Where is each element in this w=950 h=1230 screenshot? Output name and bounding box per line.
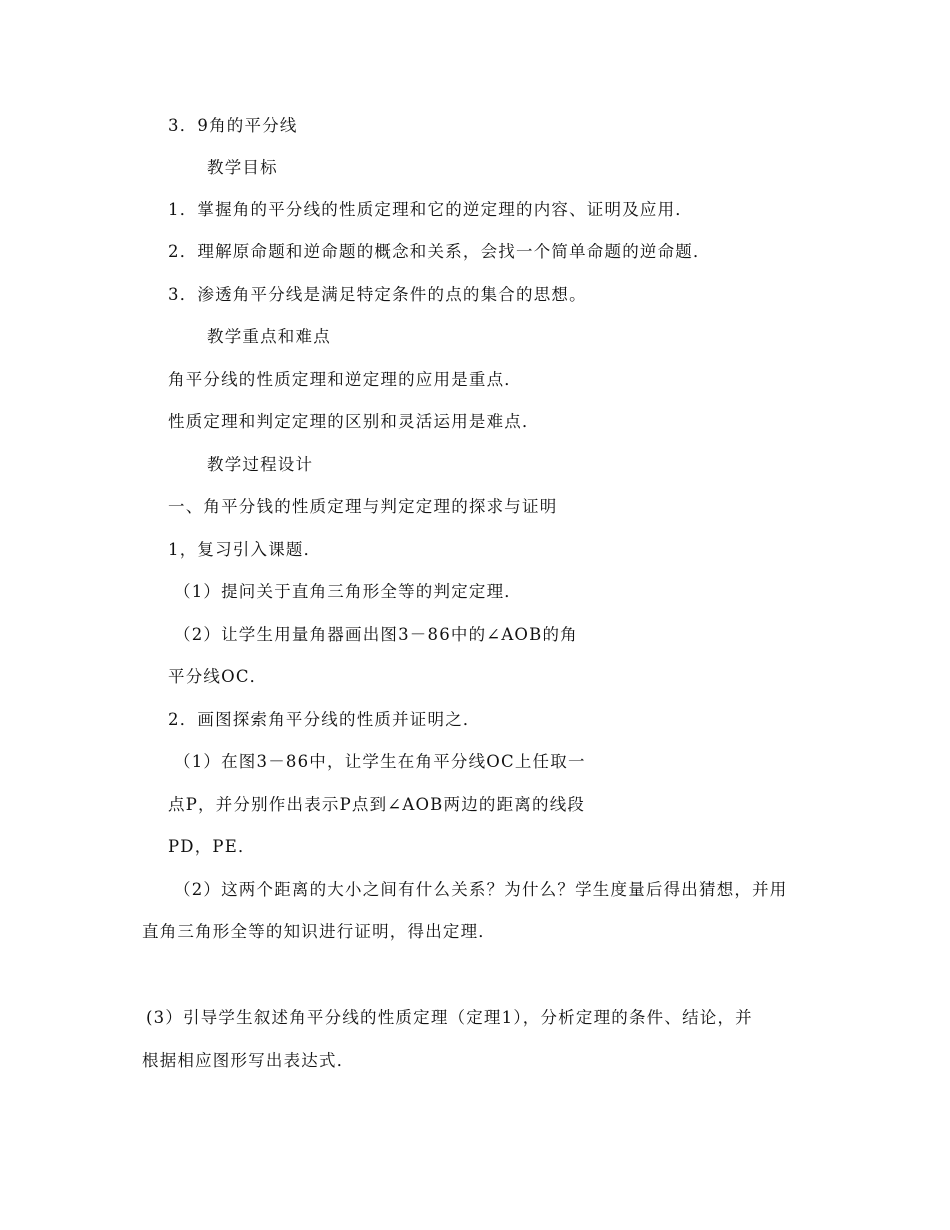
step-2: 2．画图探索角平分线的性质并证明之． [168, 710, 481, 729]
heading-teaching-goals: 教学目标 [207, 158, 278, 177]
goal-item-1: 1．掌握角的平分线的性质定理和它的逆定理的内容、证明及应用． [168, 200, 693, 219]
heading-key-points: 教学重点和难点 [207, 327, 331, 346]
step-2-sub-1-cont-2: PD，PE． [168, 837, 256, 856]
step-1-sub-2: （2）让学生用量角器画出图3－86中的∠AOB的角 [174, 625, 578, 644]
step-2-sub-2-cont: 直角三角形全等的知识进行证明，得出定理． [142, 922, 496, 941]
step-1: 1，复习引入课题． [168, 540, 322, 559]
step-1-sub-1: （1）提问关于直角三角形全等的判定定理． [174, 582, 522, 601]
step-2-sub-2: （2）这两个距离的大小之间有什么关系？为什么？学生度量后得出猜想，并用 [174, 880, 788, 899]
step-2-sub-3-cont: 根据相应图形写出表达式． [142, 1051, 355, 1070]
step-2-sub-3: (3）引导学生叙述角平分线的性质定理（定理1），分析定理的条件、结论，并 [146, 1008, 753, 1027]
heading-process-design: 教学过程设计 [207, 455, 314, 474]
goal-item-3: 3．渗透角平分线是满足特定条件的点的集合的思想。 [168, 285, 587, 304]
step-2-sub-1-cont: 点P，并分别作出表示P点到∠AOB两边的距离的线段 [168, 795, 586, 814]
difficult-point-text: 性质定理和判定定理的区别和灵活运用是难点． [168, 412, 540, 431]
goal-item-2: 2．理解原命题和逆命题的概念和关系，会找一个简单命题的逆命题． [168, 242, 711, 261]
part-one-heading: 一、角平分钱的性质定理与判定定理的探求与证明 [168, 497, 558, 516]
step-1-sub-2-cont: 平分线OC． [168, 667, 268, 686]
key-point-text: 角平分线的性质定理和逆定理的应用是重点． [168, 370, 522, 389]
section-title: 3．9角的平分线 [168, 116, 298, 135]
step-2-sub-1: （1）在图3－86中，让学生在角平分线OC上任取一 [174, 752, 586, 771]
